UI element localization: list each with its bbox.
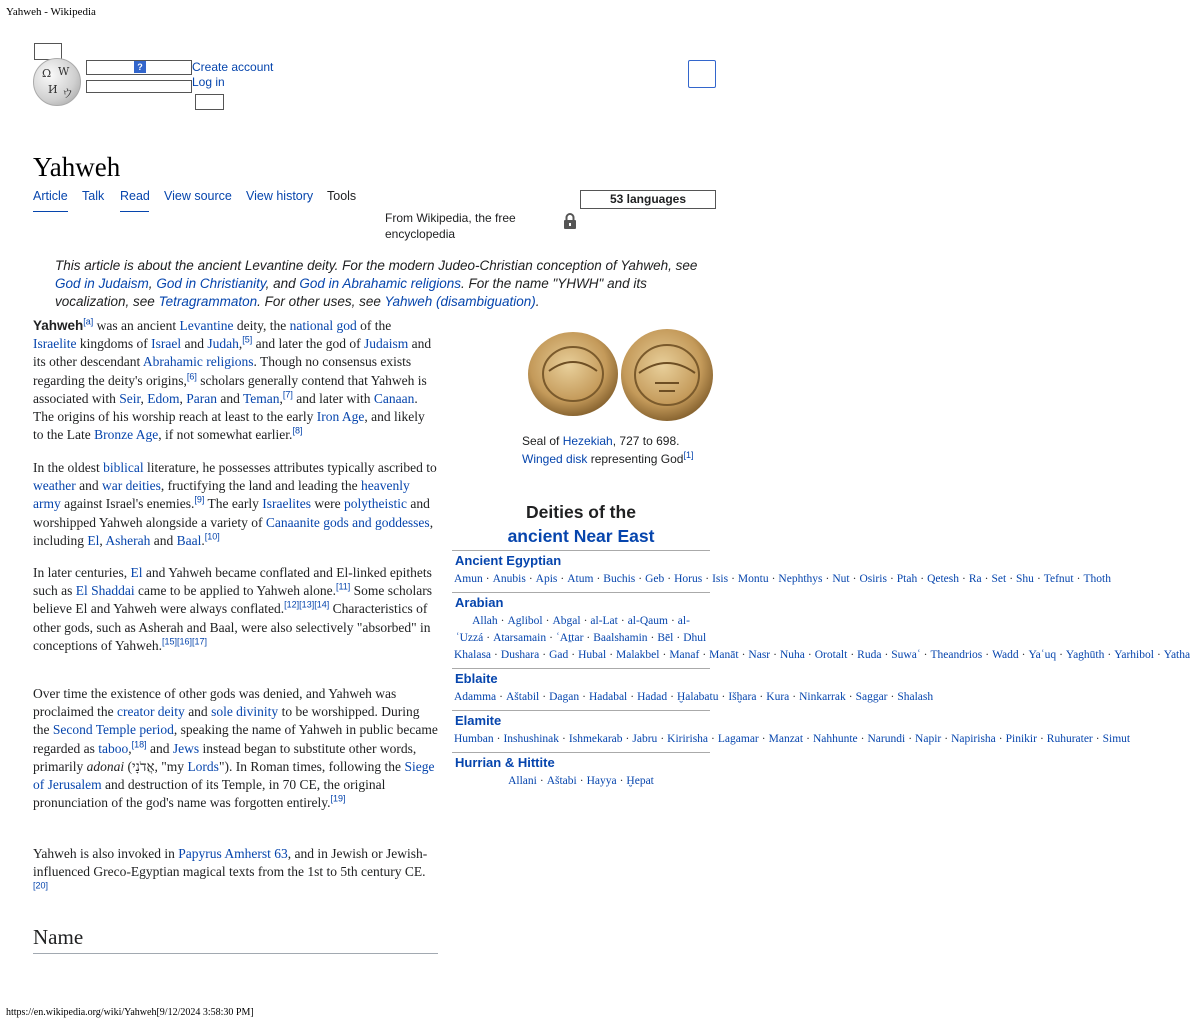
- deity-link[interactable]: Dagan: [549, 691, 580, 703]
- navbox-group-list: [452, 570, 1111, 592]
- tab-view-history[interactable]: View history: [246, 189, 314, 203]
- article-link[interactable]: Canaanite gods and goddesses: [265, 514, 430, 530]
- search-suggestions-field[interactable]: [86, 80, 192, 93]
- separator-dot: ·: [1039, 733, 1044, 745]
- separator-dot: ·: [731, 573, 735, 585]
- article-link[interactable]: heavenly army: [33, 478, 410, 512]
- deity-link[interactable]: Ruhurater: [1046, 733, 1093, 745]
- separator-dot: ·: [771, 573, 776, 585]
- separator-dot: ·: [923, 649, 928, 661]
- separator-dot: ·: [486, 632, 491, 644]
- separator-dot: ·: [702, 649, 707, 661]
- deity-link[interactable]: Theandrios: [930, 649, 983, 661]
- separator-dot: ·: [660, 733, 665, 745]
- article-link[interactable]: Abrahamic religions: [142, 354, 254, 370]
- article-link[interactable]: Asherah: [105, 532, 151, 548]
- navbox-group-header: Ancient Egyptian: [452, 550, 710, 570]
- deity-link[interactable]: Shu: [1016, 573, 1034, 585]
- article-link[interactable]: biblical: [103, 460, 144, 475]
- article-link[interactable]: Levantine: [179, 318, 234, 333]
- deity-link[interactable]: Napir: [915, 733, 942, 745]
- tab-article[interactable]: Article: [33, 189, 68, 203]
- navbox-group-header: Elamite: [452, 710, 710, 730]
- print-url-footer: https://en.wikipedia.org/wiki/Yahweh[9/12/2024 3:58:30 PM]: [6, 1007, 254, 1018]
- deity-link[interactable]: Amun: [454, 573, 483, 585]
- navbox-group-list: [452, 730, 1131, 752]
- separator-dot: ·: [962, 573, 966, 585]
- deity-link[interactable]: Apis: [535, 573, 558, 585]
- separator-dot: ·: [1156, 649, 1161, 661]
- separator-dot: ·: [667, 573, 672, 585]
- deity-link[interactable]: al-ʿUzzá: [455, 615, 690, 644]
- deity-link[interactable]: Qetesh: [927, 573, 960, 585]
- separator-dot: ·: [908, 733, 913, 745]
- article-link[interactable]: Seir: [119, 390, 141, 406]
- deity-link[interactable]: Ḫalabatu: [676, 691, 719, 703]
- separator-dot: ·: [499, 691, 503, 703]
- separator-dot: ·: [571, 649, 576, 661]
- deity-link[interactable]: Allani: [508, 775, 537, 787]
- separator-dot: ·: [1076, 573, 1081, 585]
- deity-link[interactable]: Dushara: [500, 649, 540, 661]
- hatnote-link[interactable]: God in Judaism: [55, 276, 149, 291]
- separator-dot: ·: [620, 615, 625, 627]
- deity-link[interactable]: Narundi: [867, 733, 906, 745]
- deity-link[interactable]: Gad: [549, 649, 569, 661]
- separator-dot: ·: [807, 649, 812, 661]
- deity-link[interactable]: Dhul Khalasa: [454, 632, 707, 661]
- separator-dot: ·: [562, 733, 566, 745]
- separator-dot: ·: [1059, 649, 1063, 661]
- navbox-group-list: [452, 772, 710, 794]
- separator-dot: ·: [711, 733, 715, 745]
- separator-dot: ·: [741, 649, 746, 661]
- navbox-group-header: Arabian: [452, 592, 710, 612]
- article-link[interactable]: Iron Age: [316, 409, 365, 425]
- navbox-title: Deities of the ancient Near East: [507, 502, 655, 546]
- toc-toggle-button[interactable]: [688, 60, 716, 88]
- deity-link[interactable]: Napirisha: [951, 733, 996, 745]
- separator-dot: ·: [494, 649, 498, 661]
- deity-link[interactable]: Bēl: [657, 632, 674, 644]
- deity-link[interactable]: Nahhunte: [812, 733, 858, 745]
- deity-link[interactable]: Nasr: [748, 649, 771, 661]
- separator-dot: ·: [670, 691, 674, 703]
- navbox-group-header: Hurrian & Hittite: [452, 752, 710, 772]
- article-link[interactable]: El Shaddai: [75, 583, 135, 599]
- deity-link[interactable]: Hubal: [578, 649, 607, 661]
- separator-dot: ·: [721, 691, 726, 703]
- infobox-caption: Seal of Hezekiah, 727 to 698. Winged disk representing God[1]: [522, 434, 694, 466]
- deities-navbox: [452, 550, 1190, 794]
- separator-dot: ·: [485, 573, 490, 585]
- deity-link[interactable]: Wadd: [992, 649, 1019, 661]
- deity-link[interactable]: Jabru: [632, 733, 658, 745]
- deity-link[interactable]: Anubis: [492, 573, 526, 585]
- article-link[interactable]: polytheistic: [343, 496, 407, 512]
- section-divider: [33, 953, 438, 954]
- deity-link[interactable]: Aglibol: [507, 615, 543, 627]
- deity-link[interactable]: Shalash: [897, 691, 934, 703]
- deity-link[interactable]: Kura: [766, 691, 790, 703]
- separator-dot: ·: [500, 615, 505, 627]
- article-link[interactable]: creator deity: [116, 704, 185, 720]
- separator-dot: ·: [985, 649, 990, 661]
- separator-dot: ·: [625, 733, 630, 745]
- separator-dot: ·: [984, 573, 989, 585]
- article-link[interactable]: national god: [289, 318, 357, 333]
- article-link[interactable]: Siege of Jerusalem: [33, 758, 435, 793]
- lead-paragraph-2: In the oldest biblical literature, he possesses attributes typically ascribed to weather and war deities, fructifying the land and leading the heavenly army against Israel's enemies.[9] The early Israelites were polytheistic and worshipped Yahweh alongside a variety of Canaanite gods and goddesses, including El, Asherah and Baal.[10]: [33, 460, 437, 548]
- lock-icon: [563, 213, 577, 230]
- article-link[interactable]: Edom: [147, 390, 180, 406]
- separator-dot: ·: [848, 691, 853, 703]
- deity-link[interactable]: Ninkarrak: [799, 691, 846, 703]
- deity-link[interactable]: Išḫara: [728, 691, 757, 703]
- deity-link[interactable]: Inshushinak: [503, 733, 560, 745]
- separator-dot: ·: [630, 691, 635, 703]
- deity-link[interactable]: Buchis: [603, 573, 636, 585]
- deity-link[interactable]: Malakbel: [616, 649, 660, 661]
- article-link[interactable]: Second Temple period: [52, 722, 174, 738]
- separator-dot: ·: [549, 632, 553, 644]
- article-link[interactable]: Lords: [187, 758, 219, 774]
- separator-dot: ·: [676, 632, 681, 644]
- separator-dot: ·: [850, 649, 855, 661]
- search-input[interactable]: [86, 60, 192, 75]
- article-link[interactable]: Israelites: [262, 496, 311, 512]
- hatnote-link[interactable]: Tetragrammaton: [158, 294, 258, 309]
- separator-dot: ·: [1107, 649, 1112, 661]
- deity-link[interactable]: Atarsamain: [493, 632, 547, 644]
- separator-dot: ·: [884, 649, 889, 661]
- tab-view-source[interactable]: View source: [164, 189, 232, 203]
- separator-dot: ·: [1009, 573, 1014, 585]
- seal-of-hezekiah-image[interactable]: [527, 327, 715, 425]
- separator-dot: ·: [662, 649, 667, 661]
- tab-talk[interactable]: Talk: [82, 189, 105, 203]
- deity-link[interactable]: Adamma: [454, 691, 497, 703]
- deity-link[interactable]: al-Qaum: [627, 615, 668, 627]
- separator-dot: ·: [1095, 733, 1100, 745]
- article-link[interactable]: taboo: [98, 740, 129, 756]
- separator-dot: ·: [759, 691, 764, 703]
- lead-paragraph-3: In later centuries, El and Yahweh became conflated and El-linked epithets such as El Shaddai came to be applied to Yahweh alone.[11] Some scholars believe El and Yahweh were always conflated.[12][13][14] Characteristics of other gods, such as Asherah and Baal, were also selectively "absorbed" in conceptions of Yahweh.[15][16][17]: [33, 565, 433, 653]
- deity-link[interactable]: Lagamar: [717, 733, 759, 745]
- separator-dot: ·: [761, 733, 766, 745]
- separator-dot: ·: [582, 691, 586, 703]
- deity-link[interactable]: Simut: [1102, 733, 1131, 745]
- caption-link[interactable]: Hezekiah: [562, 434, 613, 448]
- deity-link[interactable]: Suwaʿ: [891, 649, 921, 661]
- article-link[interactable]: Paran: [186, 390, 217, 406]
- deity-link[interactable]: Ishmekarab: [568, 733, 623, 745]
- separator-dot: ·: [579, 775, 584, 787]
- languages-button[interactable]: 53 languages: [580, 190, 716, 209]
- deity-link[interactable]: Tefnut: [1043, 573, 1074, 585]
- deity-link[interactable]: Horus: [674, 573, 703, 585]
- separator-dot: ·: [542, 691, 547, 703]
- deity-link[interactable]: Orotalt: [814, 649, 848, 661]
- deity-link[interactable]: Manaf: [669, 649, 700, 661]
- article-link[interactable]: war deities: [101, 478, 161, 494]
- lead-paragraph-5: Yahweh is also invoked in Papyrus Amherst 63, and in Jewish or Jewish-influenced Greco-Egyptian magical texts from the 1st to 5th century CE.[20]: [33, 846, 428, 891]
- deity-link[interactable]: Montu: [737, 573, 769, 585]
- article-link[interactable]: Canaan: [373, 390, 415, 406]
- article-link[interactable]: Teman: [242, 390, 280, 406]
- deity-link[interactable]: Hadabal: [588, 691, 628, 703]
- separator-dot: ·: [852, 573, 857, 585]
- page-title: Yahweh: [33, 152, 121, 182]
- deity-link[interactable]: Yatha: [1163, 649, 1190, 661]
- tab-tools[interactable]: Tools: [327, 189, 357, 203]
- hatnote-link[interactable]: God in Abrahamic religions: [299, 276, 461, 291]
- deity-link[interactable]: Saggar: [855, 691, 888, 703]
- log-in-link[interactable]: Log in: [192, 75, 225, 89]
- deity-link[interactable]: Kiririsha: [667, 733, 709, 745]
- separator-dot: ·: [583, 615, 588, 627]
- deity-link[interactable]: Yaʿuq: [1028, 649, 1057, 661]
- hatnote-link[interactable]: Yahweh (disambiguation): [384, 294, 536, 309]
- separator-dot: ·: [670, 615, 675, 627]
- navbox-group-list: [452, 688, 934, 710]
- deity-link[interactable]: Ḫepat: [626, 775, 654, 787]
- create-account-link[interactable]: Create account: [192, 60, 274, 74]
- deity-link[interactable]: Set: [991, 573, 1007, 585]
- article-link[interactable]: Baal: [176, 532, 202, 548]
- separator-dot: ·: [528, 573, 533, 585]
- deity-link[interactable]: Aštabil: [506, 691, 540, 703]
- deity-link[interactable]: Pinikir: [1005, 733, 1037, 745]
- separator-dot: ·: [705, 573, 710, 585]
- deity-link[interactable]: Nuha: [779, 649, 805, 661]
- deity-link[interactable]: Ptah: [896, 573, 918, 585]
- deity-link[interactable]: Baalshamin: [593, 632, 648, 644]
- separator-dot: ·: [944, 733, 949, 745]
- navbox-group-list: [452, 612, 1190, 668]
- separator-dot: ·: [1036, 573, 1041, 585]
- article-link[interactable]: Papyrus Amherst 63: [178, 846, 288, 861]
- article-link[interactable]: Jews: [172, 740, 200, 756]
- deity-link[interactable]: Ra: [968, 573, 982, 585]
- separator-dot: ·: [609, 649, 614, 661]
- article-link[interactable]: El: [130, 565, 143, 580]
- deity-link[interactable]: Manāt: [709, 649, 739, 661]
- deity-link[interactable]: Osiris: [859, 573, 887, 585]
- lead-paragraph-1: Yahweh[a] was an ancient Levantine deity, the national god of the Israelite kingdoms of Israel and Judah,[5] and later the god of Judaism and its other descendant Abrahamic religions. Though no consensus exists regarding the deity's origins,[6] scholars generally contend that Yahweh is associated with Seir, Edom, Paran and Teman,[7] and later with Canaan. The origins of his worship reach at least to the early Iron Age, and likely to the Late Bronze Age, if not somewhat earlier.[8]: [33, 316, 432, 443]
- separator-dot: ·: [586, 632, 591, 644]
- deity-link[interactable]: Abgal: [552, 615, 581, 627]
- article-link[interactable]: Judaism: [363, 336, 409, 352]
- article-link[interactable]: Bronze Age: [94, 427, 159, 443]
- article-link[interactable]: Israelite: [33, 336, 77, 352]
- article-link[interactable]: weather: [33, 478, 76, 494]
- deity-link[interactable]: Isis: [712, 573, 729, 585]
- separator-dot: ·: [825, 573, 830, 585]
- deity-link[interactable]: Nut: [832, 573, 850, 585]
- section-heading-name: Name: [33, 925, 84, 949]
- deity-link[interactable]: Geb: [645, 573, 665, 585]
- search-help-icon[interactable]: ?: [134, 61, 146, 73]
- separator-dot: ·: [890, 691, 895, 703]
- deity-link[interactable]: Hadad: [637, 691, 668, 703]
- navbox-group-header: Eblaite: [452, 668, 710, 688]
- separator-dot: ·: [596, 573, 601, 585]
- deity-link[interactable]: Nephthys: [778, 573, 823, 585]
- hatnote-link[interactable]: God in Christianity: [156, 276, 266, 291]
- separator-dot: ·: [542, 649, 547, 661]
- deity-link[interactable]: Humban: [454, 733, 494, 745]
- deity-link[interactable]: ʿAṯtar: [555, 632, 584, 644]
- deity-link[interactable]: Manzat: [768, 733, 804, 745]
- caption-link[interactable]: Winged disk: [522, 452, 588, 466]
- separator-dot: ·: [1021, 649, 1026, 661]
- separator-dot: ·: [806, 733, 810, 745]
- deity-link[interactable]: Yarhibol: [1114, 649, 1154, 661]
- article-link[interactable]: Israel: [151, 336, 182, 352]
- navbox-title-link[interactable]: ancient Near East: [507, 526, 655, 546]
- separator-dot: ·: [920, 573, 925, 585]
- deity-link[interactable]: Thoth: [1083, 573, 1111, 585]
- article-link[interactable]: sole divinity: [211, 704, 279, 720]
- deity-link[interactable]: Ruda: [857, 649, 882, 661]
- separator-dot: ·: [773, 649, 777, 661]
- article-link[interactable]: Judah: [207, 336, 239, 352]
- deity-link[interactable]: al-Lat: [590, 615, 618, 627]
- user-menu-button[interactable]: [195, 94, 224, 110]
- separator-dot: ·: [792, 691, 797, 703]
- deity-link[interactable]: Atum: [567, 573, 594, 585]
- separator-dot: ·: [619, 775, 624, 787]
- separator-dot: ·: [860, 733, 865, 745]
- separator-dot: ·: [560, 573, 565, 585]
- separator-dot: ·: [889, 573, 894, 585]
- separator-dot: ·: [539, 775, 544, 787]
- hatnote: This article is about the ancient Levantine deity. For the modern Judeo-Christian conception of Yahweh, see God in Judaism, God in Christianity, and God in Abrahamic religions. For the name "YHWH" and its vocalization, see Tetragrammaton. For other uses, see Yahweh (disambiguation).: [55, 258, 698, 309]
- deity-link[interactable]: Yaghūth: [1065, 649, 1105, 661]
- separator-dot: ·: [650, 632, 655, 644]
- separator-dot: ·: [998, 733, 1003, 745]
- article-link[interactable]: El: [87, 532, 100, 548]
- deity-link[interactable]: Allah: [472, 615, 498, 627]
- deity-link[interactable]: Hayya: [586, 775, 617, 787]
- account-links: [192, 60, 273, 90]
- tagline: From Wikipedia, the free encyclopedia: [385, 211, 516, 241]
- separator-dot: ·: [545, 615, 550, 627]
- wikipedia-logo-icon[interactable]: Ω W И ウ: [33, 58, 81, 106]
- separator-dot: ·: [496, 733, 501, 745]
- separator-dot: ·: [638, 573, 643, 585]
- tab-read[interactable]: Read: [120, 189, 150, 203]
- deity-link[interactable]: Aštabi: [546, 775, 577, 787]
- print-title: Yahweh - Wikipedia: [6, 6, 96, 18]
- lead-paragraph-4: Over time the existence of other gods was denied, and Yahweh was proclaimed the creator deity and sole divinity to be worshipped. During the Second Temple period, speaking the name of Yahweh in public became regarded as taboo,[18] and Jews instead began to substitute other words, primarily adonai (אֲדֹנָי‎, "my Lords"). In Roman times, following the Siege of Jerusalem and destruction of its Temple, in 70 CE, the original pronunciation of the god's name was forgotten entirely.[19]: [33, 686, 438, 811]
